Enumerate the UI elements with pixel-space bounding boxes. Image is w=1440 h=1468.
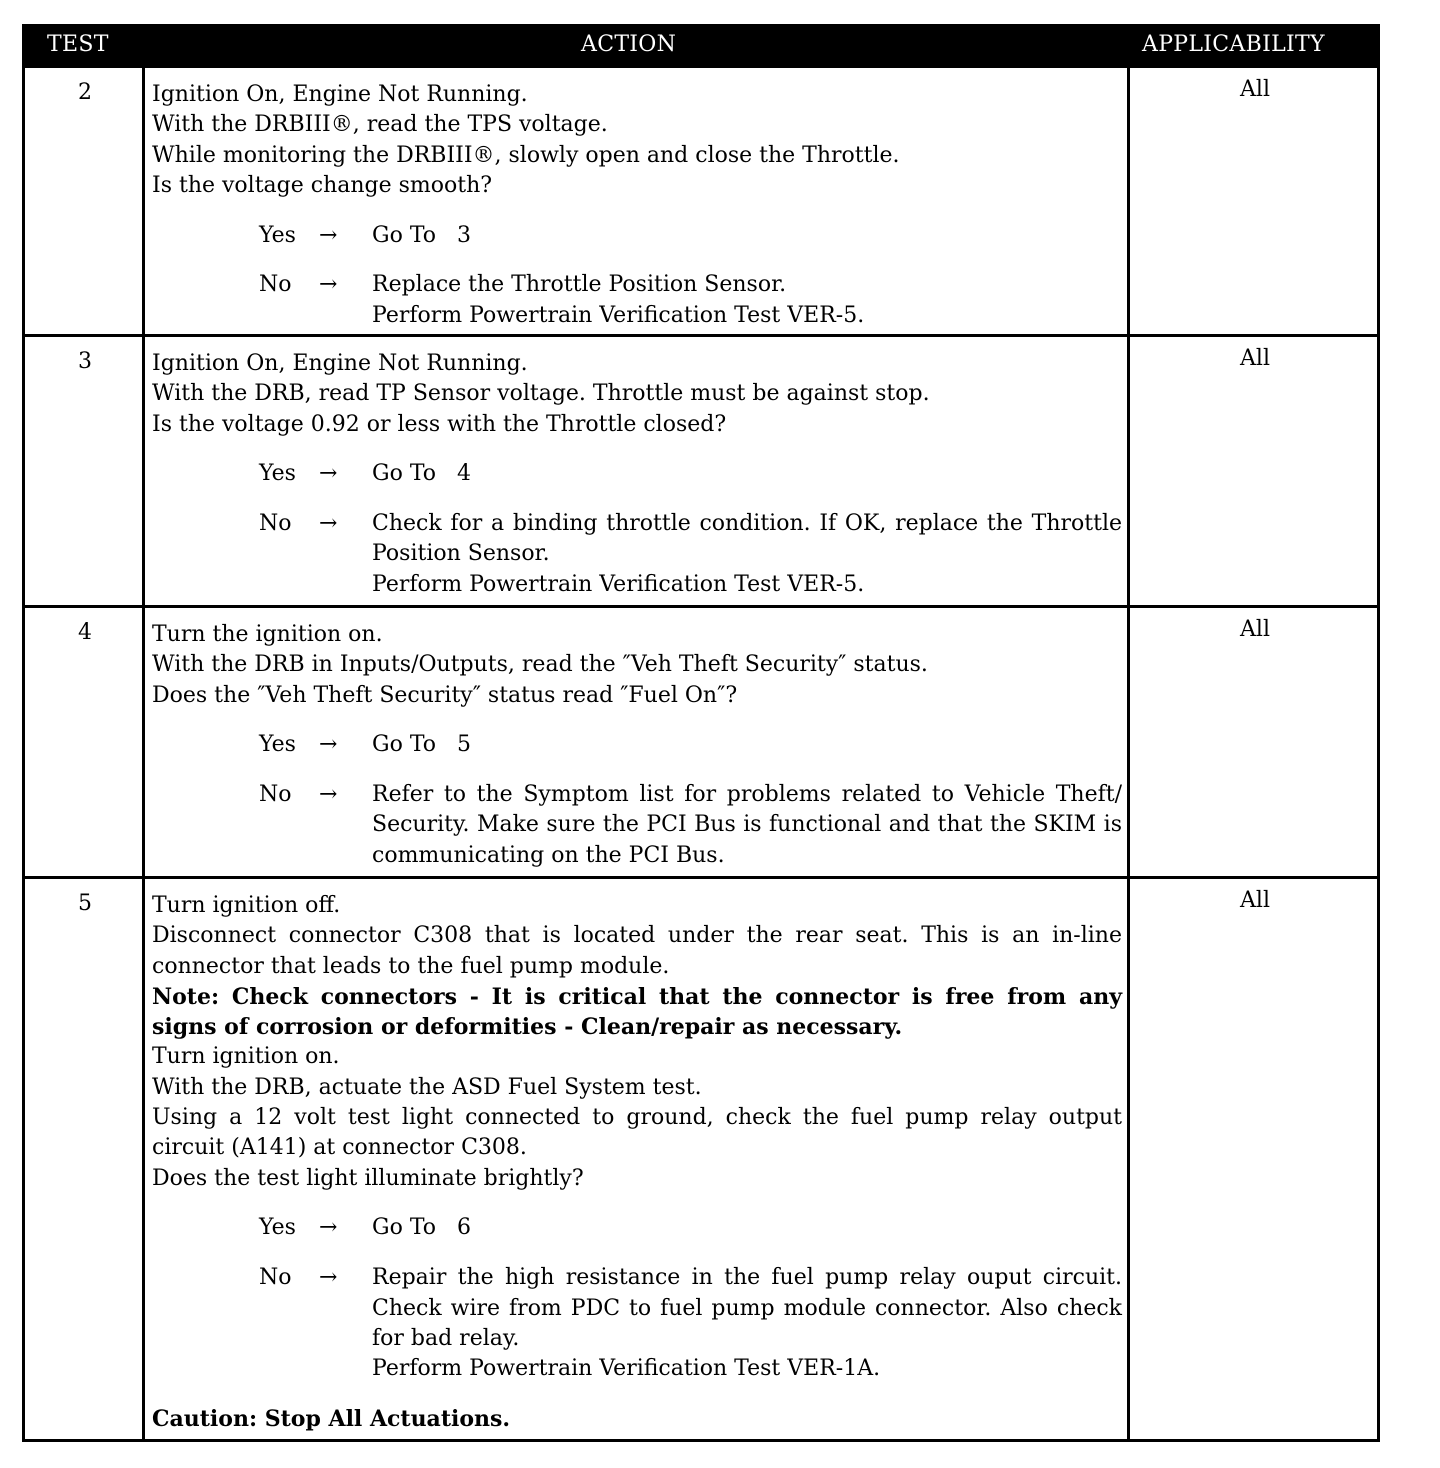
header-test: TEST: [47, 32, 109, 57]
action-line: Is the voltage change smooth?: [152, 172, 493, 198]
action-cell: [152, 891, 1122, 1434]
yes-label: Yes: [259, 732, 296, 758]
test-number: 5: [78, 891, 92, 916]
action-line: While monitoring the DRBIII®, slowly open and close the Throttle.: [152, 142, 900, 168]
yes-result: [152, 730, 1122, 760]
no-text: [372, 509, 1122, 600]
test-row-3: [25, 337, 1377, 605]
arrow-icon: →: [319, 222, 338, 248]
no-line: Refer to the Symptom list for problems related to Vehicle Theft/ Security. Make sure the PCI Bus is functional and that the SKIM is communicating on the PCI Bus.: [372, 782, 1122, 868]
no-line: Repair the high resistance in the fuel pump relay ouput circuit. Check wire from PDC to fuel pump module connector. Also check for bad relay.: [372, 1265, 1122, 1351]
test-number: 4: [78, 620, 92, 645]
no-result: [152, 780, 1122, 871]
action-line: Is the voltage 0.92 or less with the Throttle closed?: [152, 411, 727, 437]
action-line: Disconnect connector C308 that is located under the rear seat. This is an in-line connector that leads to the fuel pump module.: [152, 923, 1122, 979]
no-text: [372, 270, 1122, 331]
action-line: With the DRB, actuate the ASD Fuel System test.: [152, 1074, 702, 1100]
no-text: [372, 1263, 1122, 1384]
arrow-icon: →: [319, 511, 338, 537]
no-result: [152, 270, 1122, 331]
test-number: 3: [78, 349, 92, 374]
no-label: No: [259, 511, 292, 537]
arrow-icon: →: [319, 1265, 338, 1291]
yes-result: [152, 459, 1122, 489]
arrow-icon: →: [319, 272, 338, 298]
action-line: Turn ignition off.: [152, 893, 341, 918]
action-line: With the DRB in Inputs/Outputs, read the ″Veh Theft Security″ status.: [152, 652, 928, 678]
action-line: Turn ignition on.: [152, 1044, 340, 1070]
yes-label: Yes: [259, 461, 296, 487]
no-line: Check for a binding throttle condition. If OK, replace the Throttle Position Sensor.: [372, 511, 1122, 567]
action-line: With the DRBIII®, read the TPS voltage.: [152, 112, 608, 138]
procedure-table: [22, 24, 1380, 1442]
header-action: ACTION: [581, 32, 677, 57]
action-line: Does the ″Veh Theft Security″ status read ″Fuel On″?: [152, 682, 738, 708]
test-row-2: [25, 68, 1377, 334]
test-row-4: [25, 608, 1377, 876]
action-line: Ignition On, Engine Not Running.: [152, 351, 528, 376]
no-line: Perform Powertrain Verification Test VER-5.: [372, 571, 865, 597]
no-label: No: [259, 1265, 292, 1291]
no-result: [152, 509, 1122, 600]
action-cell: [152, 349, 1122, 600]
yes-text: Go To 6: [372, 1215, 471, 1241]
header-applicability: APPLICABILITY: [1142, 32, 1325, 57]
note-text: Note: Check connectors - It is critical that the connector is free from any signs of corrosion or deformities - Clean/repair as necessary.: [152, 983, 1122, 1041]
arrow-icon: →: [319, 732, 338, 758]
caution-text: Caution: Stop All Actuations.: [152, 1405, 511, 1432]
action-line: With the DRB, read TP Sensor voltage. Throttle must be against stop.: [152, 381, 930, 407]
applicability-value: All: [1240, 346, 1270, 371]
action-cell: [152, 80, 1122, 331]
no-line: Perform Powertrain Verification Test VER-5.: [372, 302, 865, 328]
yes-text: Go To 3: [372, 222, 471, 248]
no-result: [152, 1263, 1122, 1384]
action-line: Ignition On, Engine Not Running.: [152, 82, 528, 107]
applicability-value: All: [1240, 888, 1270, 913]
yes-text: Go To 5: [372, 732, 471, 758]
no-text: [372, 780, 1122, 871]
arrow-icon: →: [319, 782, 338, 808]
test-number: 2: [78, 80, 92, 105]
yes-text: Go To 4: [372, 461, 471, 487]
action-line: Using a 12 volt test light connected to ground, check the fuel pump relay output circuit (A141) at connector C308.: [152, 1105, 1122, 1161]
action-line: Turn the ignition on.: [152, 622, 383, 647]
no-label: No: [259, 272, 292, 298]
no-line: Replace the Throttle Position Sensor.: [372, 272, 787, 298]
action-line: Does the test light illuminate brightly?: [152, 1165, 584, 1191]
applicability-value: All: [1240, 77, 1270, 102]
table-header: [25, 27, 1377, 65]
test-row-5: [25, 879, 1377, 1442]
no-line: Perform Powertrain Verification Test VER-1A.: [372, 1356, 881, 1382]
arrow-icon: →: [319, 461, 338, 487]
yes-result: [152, 221, 1122, 251]
no-label: No: [259, 782, 292, 808]
action-cell: [152, 620, 1122, 871]
applicability-value: All: [1240, 617, 1270, 642]
yes-result: [152, 1213, 1122, 1243]
yes-label: Yes: [259, 222, 296, 248]
arrow-icon: →: [319, 1215, 338, 1241]
yes-label: Yes: [259, 1215, 296, 1241]
